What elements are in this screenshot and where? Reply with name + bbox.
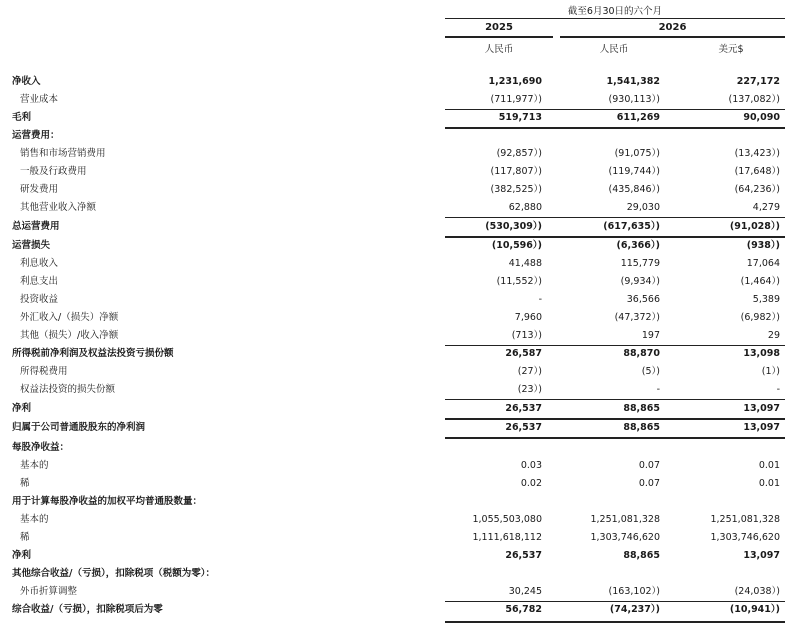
value-2025: 26,587: [505, 348, 542, 359]
row-eps-diluted: [0, 475, 800, 493]
row-label: 所得税前净利润及权益法投资亏损份额: [12, 348, 174, 359]
row-operating-expenses-heading: [0, 127, 800, 145]
row-label: 权益法投资的损失份额: [20, 384, 116, 395]
period-header-rule: [445, 18, 785, 19]
year-2025-header: 2025: [485, 22, 513, 33]
value-2026-usd: 227,172: [736, 76, 780, 87]
row-label: 综合收益/（亏损），扣除税项后为零: [12, 604, 163, 615]
row-fx-income-loss: [0, 309, 800, 327]
row-label: 投资收益: [20, 294, 59, 305]
value-2025: 62,880: [508, 202, 542, 213]
value-2026-rmb: 88,865: [623, 550, 660, 561]
row-label: 总运营费用: [12, 221, 60, 232]
value-2026-rmb: 611,269: [616, 112, 660, 123]
row-net-income-2: [0, 547, 800, 565]
value-2026-rmb: 115,779: [620, 258, 660, 269]
year-2026-rule: [560, 36, 785, 38]
currency-2026-usd-header: 美元$: [718, 44, 744, 55]
currency-2025-header: 人民币: [484, 44, 514, 55]
value-2025: 0.03: [520, 460, 542, 471]
value-2026-usd: 0.01: [758, 478, 780, 489]
value-2026-usd: (1）): [761, 366, 780, 377]
value-2026-usd: 13,097: [743, 422, 780, 433]
value-2026-rmb: (91,075）): [614, 148, 660, 159]
value-2025: (92,857）): [496, 148, 542, 159]
value-2026-usd: 90,090: [743, 112, 780, 123]
row-cost-of-revenue: [0, 91, 800, 109]
row-label: 用于计算每股净收益的加权平均普通股数量：: [12, 496, 203, 507]
row-interest-expense: [0, 273, 800, 291]
year-2025-rule: [445, 36, 553, 38]
row-fx-translation: [0, 583, 800, 601]
value-2025: 0.02: [520, 478, 542, 489]
row-operating-loss: [0, 237, 800, 255]
row-eps-heading: [0, 439, 800, 457]
value-2026-rmb: -: [656, 384, 660, 395]
value-2026-rmb: (163,102）): [608, 586, 660, 597]
value-2026-usd: 4,279: [752, 202, 780, 213]
value-2026-usd: (10,941）): [729, 604, 780, 615]
value-2025: (530,309）): [485, 221, 542, 232]
row-net-revenue: [0, 73, 800, 91]
value-2025: 30,245: [508, 586, 542, 597]
row-interest-income: [0, 255, 800, 273]
row-research-development: [0, 181, 800, 199]
row-label: 运营损失: [12, 240, 51, 251]
value-2025: (117,807）): [490, 166, 542, 177]
row-label: 外币折算调整: [20, 586, 78, 597]
row-shares-heading: [0, 493, 800, 511]
value-2026-rmb: 88,870: [623, 348, 660, 359]
row-label: 稀: [20, 532, 30, 543]
value-2026-rmb: 88,865: [623, 403, 660, 414]
row-label: 归属于公司普通股股东的净利润: [12, 422, 146, 433]
row-label: 一般及行政费用: [20, 166, 87, 177]
rule-comprehensive-bottom: [445, 621, 785, 623]
value-2026-rmb: 1,251,081,328: [590, 514, 660, 525]
currency-2026-rmb-header: 人民币: [599, 44, 629, 55]
value-2026-rmb: (47,372）): [614, 312, 660, 323]
row-label: 营业成本: [20, 94, 59, 105]
row-label: 其他综合收益/（亏损），扣除税项（税额为零）：: [12, 568, 215, 579]
row-gross-profit: [0, 109, 800, 127]
row-oci-heading: [0, 565, 800, 583]
value-2025: 1,111,618,112: [472, 532, 542, 543]
value-2025: (10,596）): [491, 240, 542, 251]
value-2025: 56,782: [505, 604, 542, 615]
row-net-income: [0, 400, 800, 418]
value-2025: 26,537: [505, 403, 542, 414]
row-label: 其他营业收入净额: [20, 202, 97, 213]
value-2026-usd: (13,423）): [734, 148, 780, 159]
value-2026-usd: (17,648）): [734, 166, 780, 177]
value-2025: (711,977）): [490, 94, 542, 105]
value-2026-usd: 1,251,081,328: [710, 514, 780, 525]
row-other-operating-income: [0, 199, 800, 217]
value-2026-rmb: 0.07: [638, 478, 660, 489]
value-2025: 1,055,503,080: [472, 514, 542, 525]
value-2026-rmb: 1,541,382: [606, 76, 660, 87]
value-2026-usd: (24,038）): [734, 586, 780, 597]
value-2026-usd: 1,303,746,620: [710, 532, 780, 543]
row-label: 净利: [12, 403, 32, 414]
row-net-income-attributable: [0, 419, 800, 437]
value-2026-rmb: (74,237）): [609, 604, 660, 615]
value-2025: 26,537: [505, 550, 542, 561]
value-2026-usd: 5,389: [752, 294, 780, 305]
row-label: 利息收入: [20, 258, 59, 269]
value-2026-usd: 29: [767, 330, 780, 341]
row-shares-basic: [0, 511, 800, 529]
row-label: 其他（损失）/收入净额: [20, 330, 119, 341]
row-selling-marketing: [0, 145, 800, 163]
value-2025: 519,713: [498, 112, 542, 123]
value-2026-rmb: 36,566: [626, 294, 660, 305]
value-2026-usd: (1,464）): [740, 276, 780, 287]
value-2026-rmb: (617,635）): [603, 221, 660, 232]
value-2026-usd: (137,082）): [728, 94, 780, 105]
row-comprehensive-income: [0, 601, 800, 619]
value-2026-rmb: 1,303,746,620: [590, 532, 660, 543]
row-label: 净收入: [12, 76, 41, 87]
value-2025: (382,525）): [490, 184, 542, 195]
value-2026-rmb: 29,030: [626, 202, 660, 213]
value-2026-rmb: (119,744）): [608, 166, 660, 177]
row-pretax-income: [0, 345, 800, 363]
value-2025: 41,488: [508, 258, 542, 269]
value-2025: 26,537: [505, 422, 542, 433]
row-label: 所得税费用: [20, 366, 68, 377]
value-2026-usd: (64,236）): [734, 184, 780, 195]
year-2026-header: 2026: [658, 22, 687, 33]
row-other-loss-income: [0, 327, 800, 345]
period-header: 截至6月30日的六个月: [567, 6, 663, 17]
value-2025: 7,960: [514, 312, 542, 323]
row-shares-diluted: [0, 529, 800, 547]
value-2025: -: [538, 294, 542, 305]
value-2026-rmb: (5）): [641, 366, 660, 377]
value-2026-usd: (938）): [746, 240, 780, 251]
value-2026-usd: (6,982）): [740, 312, 780, 323]
row-equity-method-loss: [0, 381, 800, 399]
value-2026-usd: (91,028）): [729, 221, 780, 232]
row-label: 每股净收益：: [12, 442, 70, 453]
value-2026-usd: 13,097: [743, 403, 780, 414]
value-2025: (713）): [511, 330, 542, 341]
row-label: 运营费用：: [12, 130, 60, 141]
row-label: 销售和市场营销费用: [20, 148, 106, 159]
row-label: 毛利: [12, 112, 32, 123]
row-label: 利息支出: [20, 276, 59, 287]
value-2026-rmb: (930,113）): [608, 94, 660, 105]
value-2026-usd: 0.01: [758, 460, 780, 471]
row-label: 净利: [12, 550, 32, 561]
row-label: 研发费用: [20, 184, 59, 195]
row-general-admin: [0, 163, 800, 181]
row-total-operating-expenses: [0, 218, 800, 236]
value-2026-rmb: 88,865: [623, 422, 660, 433]
value-2026-usd: 13,097: [743, 550, 780, 561]
value-2026-usd: 17,064: [746, 258, 780, 269]
value-2025: 1,231,690: [488, 76, 542, 87]
value-2026-rmb: (6,366）): [616, 240, 660, 251]
row-label: 稀: [20, 478, 30, 489]
value-2026-usd: -: [776, 384, 780, 395]
row-investment-income: [0, 291, 800, 309]
row-label: 基本的: [20, 460, 49, 471]
value-2026-rmb: (9,934）): [620, 276, 660, 287]
value-2026-rmb: 197: [641, 330, 660, 341]
value-2026-rmb: 0.07: [638, 460, 660, 471]
value-2025: (27）): [517, 366, 542, 377]
value-2025: (23）): [517, 384, 542, 395]
value-2026-usd: 13,098: [743, 348, 780, 359]
row-income-tax: [0, 363, 800, 381]
row-label: 基本的: [20, 514, 49, 525]
value-2025: (11,552）): [496, 276, 542, 287]
value-2026-rmb: (435,846）): [608, 184, 660, 195]
row-label: 外汇收入/（损失）净额: [20, 312, 119, 323]
row-eps-basic: [0, 457, 800, 475]
